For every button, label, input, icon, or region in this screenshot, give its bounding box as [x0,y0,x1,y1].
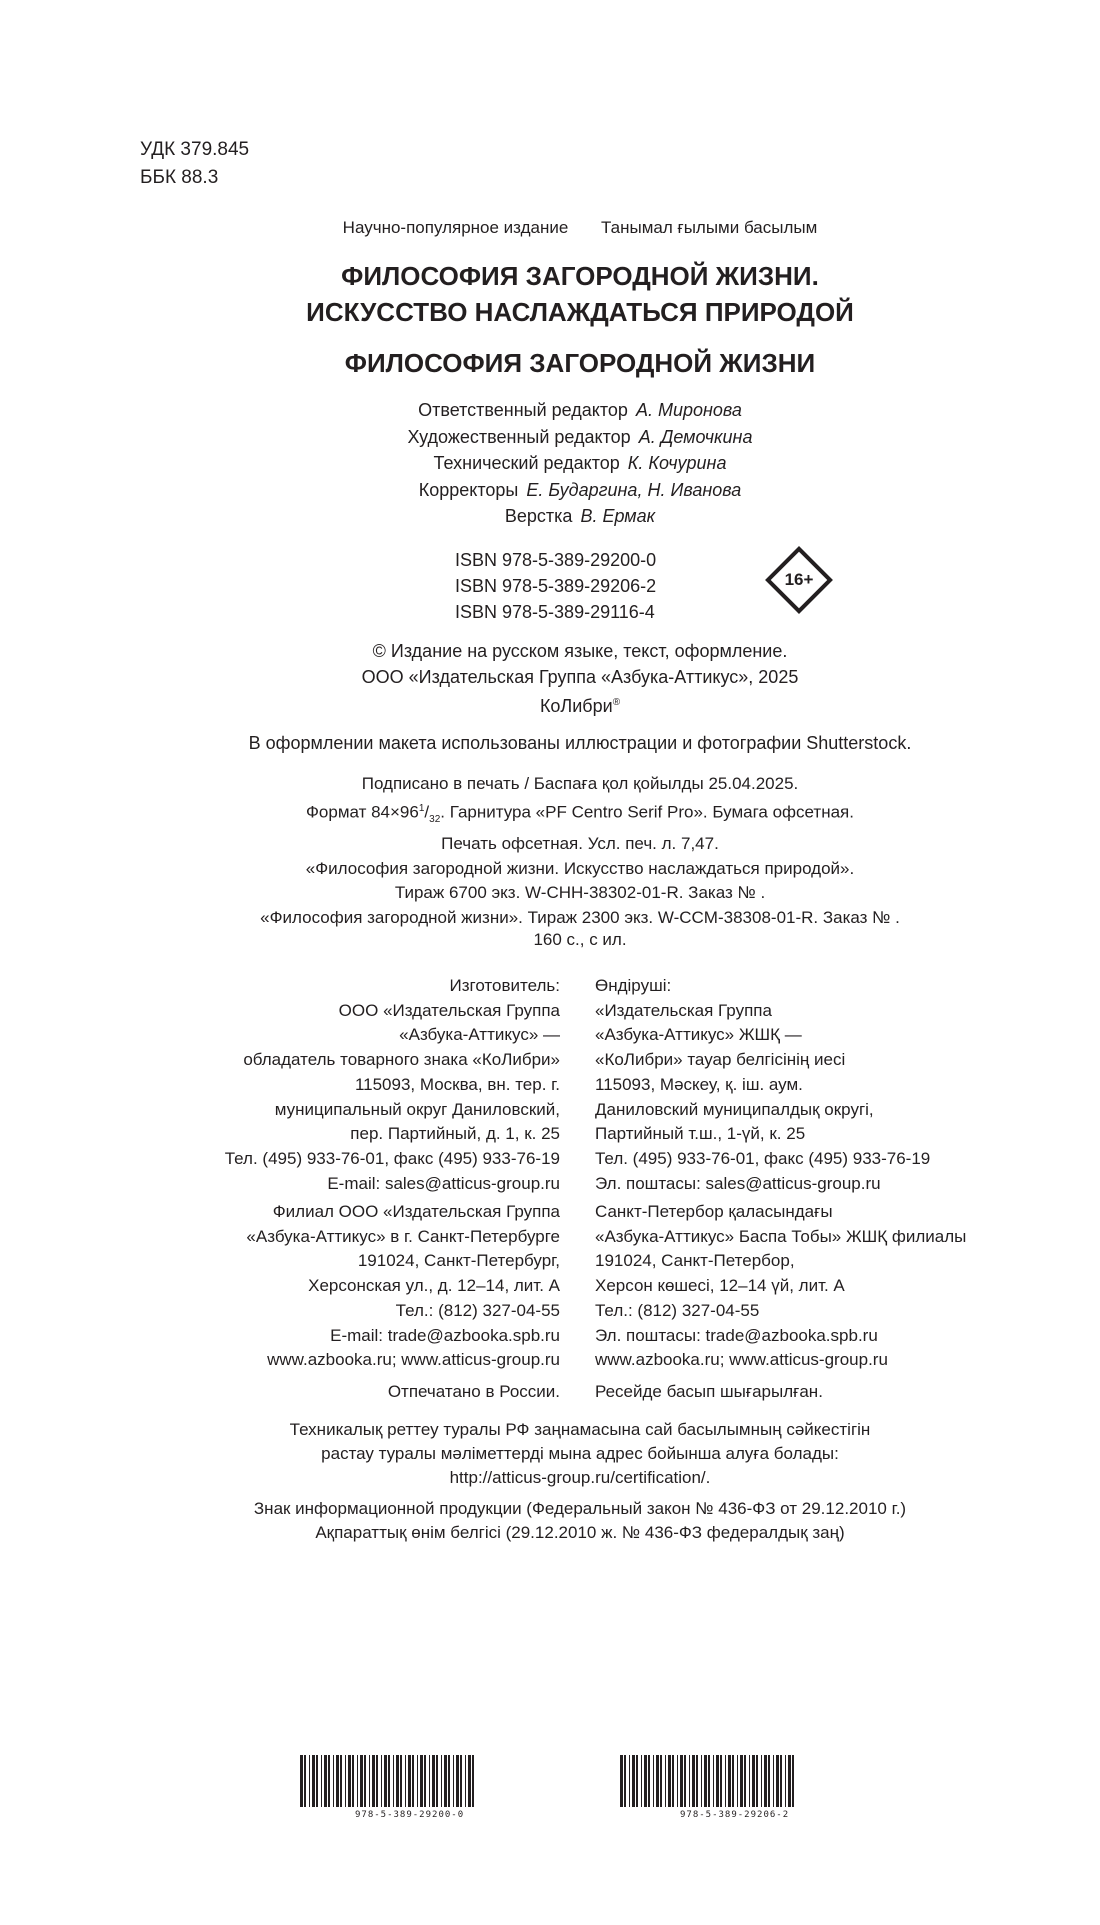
barcode-bar [744,1755,746,1807]
branch-kz-line: Тел.: (812) 327-04-55 [595,1300,760,1320]
manufacturer-kz-line: «КоЛибри» тауар белгісінің иесі [595,1050,846,1070]
barcode-bar [629,1755,630,1807]
brand-name: КоЛибри [539,696,613,716]
isbn-3: ISBN 978-5-389-29116-4 [455,602,655,622]
barcode-bar [333,1755,334,1807]
barcode-bars [300,1755,480,1807]
format-numerator: 1 [418,802,425,814]
barcode-bar [372,1755,375,1807]
barcode-bar [737,1755,738,1807]
registered-mark: ® [612,697,621,708]
format-denominator: 32 [429,813,441,825]
format-size: Формат 84×96 [305,802,419,822]
barcode-bar [364,1755,366,1807]
barcode-bar [376,1755,378,1807]
genre-line [0,218,1100,238]
barcode-bar [708,1755,710,1807]
title-line-3: ФИЛОСОФИЯ ЗАГОРОДНОЙ ЖИЗНИ [344,348,816,378]
barcode-bar [412,1755,414,1807]
barcode-bar [620,1755,623,1807]
branch-ru-line: «Азбука-Аттикус» в г. Санкт-Петербурге [246,1226,560,1246]
manufacturer-kz-line: «Азбука-Аттикус» ЖШҚ — [595,1025,802,1045]
manufacturer-kz-line: Тел. (495) 933-76-01, факс (495) 933-76-19 [595,1148,931,1168]
isbn-list [455,547,656,625]
staff-row [0,503,1100,530]
barcode-bar [441,1755,442,1807]
bbk-code: ББК 88.3 [140,167,219,188]
barcode-bar [400,1755,402,1807]
barcode-bar [345,1755,346,1807]
manufacturer-kz-line: Өндіруші: [595,976,672,995]
age-rating: 16+ [784,570,814,589]
manufacturer-ru [225,974,560,1196]
manufacturer-ru-line: ООО «Издательская Группа [338,1000,560,1020]
manufacturer-kz-line: 115093, Мәскеу, қ. іш. аум. [595,1074,803,1094]
barcode-bar [396,1755,399,1807]
barcode-bar [725,1755,726,1807]
staff-role: Ответственный редактор [418,400,628,420]
manufacturer-ru-line: обладатель товарного знака «КоЛибри» [243,1050,560,1070]
barcode-bar [696,1755,698,1807]
barcode-2-label: 978-5-389-29206-2 [680,1810,790,1820]
manufacturer-ru-line: «Азбука-Аттикус» — [399,1025,560,1045]
barcode-bar [300,1755,303,1807]
barcode-bar [432,1755,435,1807]
staff-role: Художественный редактор [407,426,631,447]
certification-info [0,1418,1100,1490]
copyright-line-3 [0,690,1100,719]
branch-kz-line: Херсон көшесі, 12–14 үй, лит. А [595,1276,845,1296]
manufacturer-ru-line: муниципальный округ Даниловский, [274,1099,560,1119]
edition2-line: «Философия загородной жизни». Тираж 2300 экз. W-CCM-38308-01-R. Заказ № . [260,907,900,927]
title-line-2: ИСКУССТВО НАСЛАЖДАТЬСЯ ПРИРОДОЙ [306,297,854,327]
barcode-bar [660,1755,662,1807]
info-sign-ru: Знак информационной продукции (Федеральный закон № 436-ФЗ от 29.12.2010 г.) [253,1499,907,1518]
manufacturer-ru-line: E-mail: sales@atticus-group.ru [327,1173,560,1193]
manufacturer-kz [595,974,930,1196]
barcode-bar [384,1755,387,1807]
barcode-bar [792,1755,794,1807]
barcode-bar [424,1755,426,1807]
barcode-bar [704,1755,707,1807]
illustrations-credit: В оформлении макета использованы иллюстрации и фотографии Shutterstock. [248,733,912,753]
barcode-bar [436,1755,438,1807]
copyright-block [0,638,1100,719]
staff-row [0,424,1100,451]
barcode-bar [465,1755,466,1807]
staff-name: В. Ермак [580,506,656,526]
barcode-bar [720,1755,722,1807]
branch-ru-line: 191024, Санкт-Петербург, [357,1251,560,1271]
barcode-bar [360,1755,363,1807]
printed-in-ru: Отпечатано в России. [387,1382,560,1401]
manufacturer-kz-line: Даниловский муниципалдық округі, [595,1099,874,1119]
printed-in-kz: Ресейде басып шығарылған. [595,1382,823,1401]
barcode-bar [429,1755,430,1807]
barcode-bar [716,1755,719,1807]
certification-line: Техникалық реттеу туралы РФ заңнамасына сай басылымның сәйкестігін [289,1420,871,1439]
barcode-bar [312,1755,315,1807]
info-sign-kz: Ақпараттық өнім белгісі (29.12.2010 ж. № 436-ФЗ федералдық заң) [315,1523,845,1542]
barcode-bar [656,1755,659,1807]
copyright-line-2: ООО «Издательская Группа «Азбука-Аттикус», 2025 [361,667,799,687]
barcode-bar [764,1755,767,1807]
branch-ru [246,1200,560,1348]
typeface-info: . Гарнитура «PF Centro Serif Pro». Бумага офсетная. [440,802,854,822]
barcode-bar [420,1755,423,1807]
barcode-bar [672,1755,674,1807]
barcode-bar [768,1755,770,1807]
barcode-bar [780,1755,782,1807]
branch-kz-line: 191024, Санкт-Петербор, [595,1251,795,1271]
branch-ru-line: Тел.: (812) 327-04-55 [395,1300,560,1320]
info-product-sign [0,1497,1100,1545]
barcode-bar [417,1755,418,1807]
staff-role: Технический редактор [433,453,620,473]
genre-kz: Танымал ғылыми басылым [601,218,818,237]
branch-kz [595,1200,966,1348]
staff-name: А. Демочкина [638,426,753,447]
barcode-bar [653,1755,654,1807]
barcode-bar [788,1755,791,1807]
editorial-staff [0,397,1100,530]
barcode-bar [692,1755,695,1807]
manufacturer-ru-line: пер. Партийный, д. 1, к. 25 [350,1124,560,1144]
barcode-bar [381,1755,382,1807]
barcode-bar [357,1755,358,1807]
format-line: Формат $84\times 96^1/_{32}$. Гарнитура «PF Centro Serif Pro». Бумага офсетная. [305,802,854,825]
edition1-run: Тираж 6700 экз. W-CHH-38302-01-R. Заказ № . [394,883,766,903]
manufacturer-ru-line: Тел. (495) 933-76-01, факс (495) 933-76-19 [224,1148,560,1168]
manufacturer-kz-line: «Издательская Группа [595,1000,772,1020]
barcode-bar [324,1755,327,1807]
branch-kz-line: «Азбука-Аттикус» Баспа Тобы» ЖШҚ филиалы [595,1226,967,1246]
barcode-1-icon [300,1755,480,1807]
udk-code: УДК 379.845 [140,139,250,160]
barcode-bar [336,1755,339,1807]
barcode-bar [689,1755,690,1807]
barcode-bar [393,1755,394,1807]
barcode-bar [728,1755,731,1807]
manufacturer-kz-line: Партийный т.ш., 1-үй, к. 25 [595,1124,806,1144]
barcode-bar [761,1755,762,1807]
branch-ru-line: Херсонская ул., д. 12–14, лит. А [308,1276,560,1296]
barcode-bar [732,1755,734,1807]
barcode-bar [352,1755,354,1807]
barcode-bar [665,1755,666,1807]
barcode-bar [752,1755,755,1807]
barcode-bar [680,1755,683,1807]
barcode-bar [328,1755,330,1807]
barcode-bar [668,1755,671,1807]
isbn-2: ISBN 978-5-389-29206-2 [455,576,657,596]
barcode-bar [684,1755,686,1807]
classification-codes [140,136,249,192]
barcode-bar [776,1755,779,1807]
barcode-bar [340,1755,342,1807]
branch-ru-line: E-mail: trade@azbooka.spb.ru [330,1325,560,1345]
branch-ru-line: Филиал ООО «Издательская Группа [272,1202,560,1221]
barcode-bar [388,1755,390,1807]
page-count: 160 с., с ил. [533,930,627,949]
staff-row [0,477,1100,504]
staff-row [0,397,1100,424]
barcode-bar [740,1755,743,1807]
barcode-bar [444,1755,447,1807]
barcode-bar [749,1755,750,1807]
barcode-bar [309,1755,310,1807]
barcode-bar [713,1755,714,1807]
barcode-bar [468,1755,471,1807]
barcode-bar [369,1755,370,1807]
barcode-bars [620,1755,800,1807]
branch-kz-line: Эл. поштасы: trade@azbooka.spb.ru [595,1325,878,1345]
branch-kz-line: Санкт-Петербор қаласындағы [595,1202,833,1221]
staff-name: А. Миронова [635,400,742,420]
manufacturer-ru-line: Изготовитель: [449,976,560,995]
barcode-bar [456,1755,459,1807]
barcode-1-label: 978-5-389-29200-0 [355,1810,465,1820]
copyright-line-1: © Издание на русском языке, текст, оформление. [372,641,788,661]
printing-line: Печать офсетная. Усл. печ. л. 7,47. [441,834,719,854]
barcode-bar [448,1755,450,1807]
signed-date: Подписано в печать / Баспаға қол қойылды 25.04.2025. [361,774,799,793]
main-title [0,258,1100,330]
staff-role: Корректоры [418,479,519,500]
barcode-bar [756,1755,758,1807]
websites-kz: www.azbooka.ru; www.atticus-group.ru [595,1350,888,1369]
barcode-bar [701,1755,702,1807]
barcode-bar [321,1755,322,1807]
staff-row [0,450,1100,477]
barcode-bar [773,1755,774,1807]
barcode-bar [408,1755,411,1807]
certification-url: http://atticus-group.ru/certification/. [449,1468,711,1487]
staff-role: Верстка [504,506,573,526]
barcode-bar [648,1755,650,1807]
barcode-bar [636,1755,638,1807]
manufacturer-ru-line: 115093, Москва, вн. тер. г. [354,1074,560,1094]
barcode-bar [405,1755,406,1807]
barcode-bar [453,1755,454,1807]
title-line-1: ФИЛОСОФИЯ ЗАГОРОДНОЙ ЖИЗНИ. [341,261,819,291]
barcode-bar [644,1755,647,1807]
barcode-bar [348,1755,351,1807]
genre-ru: Научно-популярное издание [342,218,569,237]
staff-name: К. Кочурина [627,453,727,473]
barcode-bar [472,1755,474,1807]
barcode-bar [460,1755,462,1807]
websites-ru: www.azbooka.ru; www.atticus-group.ru [267,1350,560,1369]
certification-line: растау туралы мәліметтерді мына адрес бойынша алуға болады: [321,1444,839,1463]
barcode-bar [785,1755,786,1807]
print-info [0,772,1100,930]
isbn-1: ISBN 978-5-389-29200-0 [455,550,657,570]
barcode-2-icon [620,1755,800,1807]
manufacturer-kz-line: Эл. поштасы: sales@atticus-group.ru [595,1173,881,1193]
barcode-bar [632,1755,635,1807]
barcode-bar [624,1755,626,1807]
barcode-bar [641,1755,642,1807]
staff-name: Е. Бударгина, Н. Иванова [526,479,742,500]
barcode-bar [677,1755,678,1807]
edition1-title: «Философия загородной жизни. Искусство наслаждаться природой». [305,858,855,878]
barcode-bar [316,1755,318,1807]
barcode-bar [304,1755,306,1807]
